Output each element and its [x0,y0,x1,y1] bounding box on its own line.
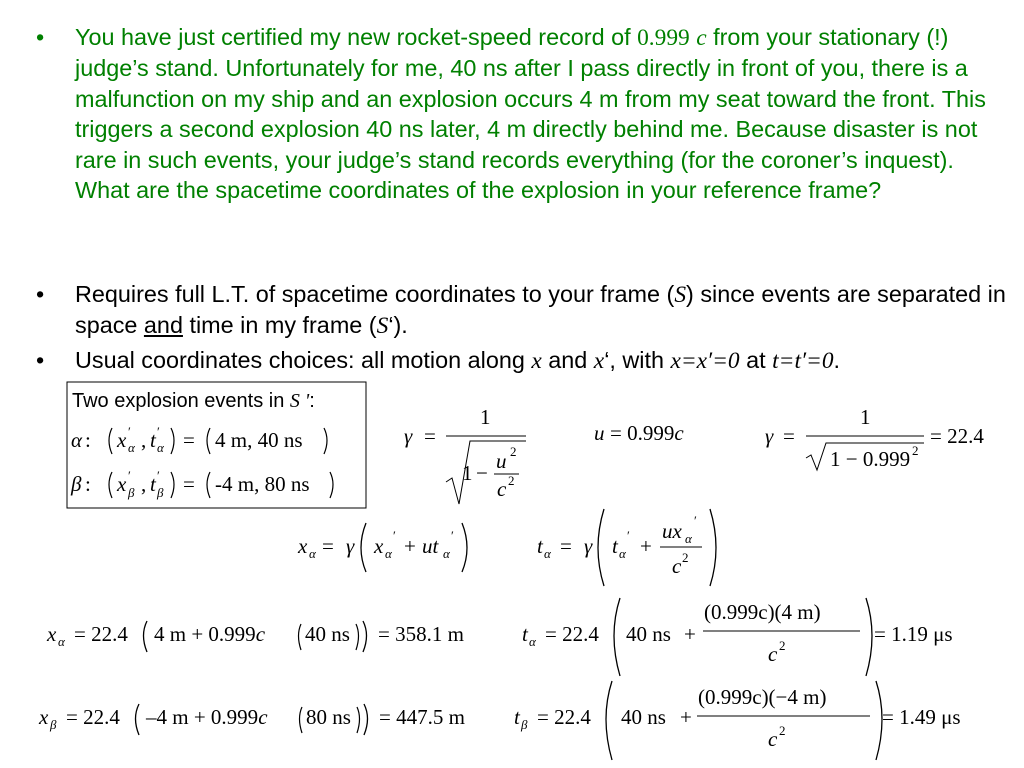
svg-text:= 447.5 m: = 447.5 m [379,705,465,729]
svg-text:1: 1 [860,405,871,429]
svg-text:2: 2 [510,444,517,459]
svg-text:t: t [150,472,156,496]
svg-text:β: β [128,485,135,500]
svg-text:′: ′ [393,528,396,543]
requirement-text: Requires full L.T. of spacetime coordinates to your frame (S) since events are separated in space and time in my frame (S‘). [75,281,1006,340]
svg-text:2: 2 [508,473,515,488]
t-alpha-result: 1.19 μs [891,622,953,646]
svg-text:α: α [529,634,536,649]
svg-text:= 22.4: = 22.4 [74,622,128,646]
events-box [67,382,366,508]
x-beta-result: 447.5 m [396,705,465,729]
svg-text:x: x [47,622,57,646]
svg-text:x: x [298,534,308,558]
svg-text:2: 2 [682,550,689,565]
svg-text:x: x [374,534,384,558]
svg-text:1: 1 [480,405,491,429]
svg-text:t: t [150,428,156,452]
svg-text:t: t [537,534,543,558]
t-alpha-calc [522,598,953,676]
svg-text:α: α [385,546,392,561]
x-beta-calc [38,704,465,735]
svg-text:= 358.1 m: = 358.1 m [378,622,464,646]
t-beta-calc [514,681,961,760]
svg-text::: : [85,428,91,452]
svg-text:α: α [58,634,65,649]
svg-text:t: t [514,705,520,729]
svg-text:40 ns: 40 ns [305,622,350,646]
svg-text:= 22.4: = 22.4 [66,705,120,729]
svg-text:′: ′ [128,424,131,439]
svg-text:′: ′ [694,513,697,528]
svg-text:c: c [497,477,507,501]
bullet-dot: • [36,281,45,307]
svg-text:β: β [50,717,57,732]
svg-text:β: β [71,472,82,496]
svg-text:–4 m + 0.999c: –4 m + 0.999c [146,705,268,729]
gamma-definition [404,405,526,504]
x-lorentz-transform [297,523,467,572]
svg-text:ut: ut [422,534,439,558]
svg-text::: : [85,472,91,496]
gamma-result: 22.4 [947,424,984,448]
svg-text:x: x [117,428,127,452]
svg-text:= 22.4: = 22.4 [930,424,984,448]
svg-text:β: β [157,485,164,500]
svg-text:ux: ux [662,519,682,543]
x-alpha-result: 358.1 m [395,622,464,646]
svg-text:2: 2 [779,638,786,653]
svg-text:γ: γ [584,534,593,558]
svg-text:x: x [39,705,49,729]
svg-text:1 − 0.999: 1 − 0.999 [830,447,911,471]
svg-text:c: c [768,727,778,751]
svg-text:(0.999c)(−4 m): (0.999c)(−4 m) [698,685,827,709]
svg-text:u: u [496,449,507,473]
svg-text:t: t [522,622,528,646]
svg-text:′: ′ [627,528,630,543]
svg-text:α: α [443,546,450,561]
svg-text:=: = [183,472,195,496]
problem-text: You have just certified my new rocket-speed record of 0.999 c from your stationary (!) judge’s stand. Unfortunately for me, 40 ns after I pass directly in front of you, there is a malfunction on my ship and an explosion occurs 4 m from my seat toward the front. This triggers a second explosion 40 ns later, 4 m directly behind me. Because disaster is not rare in such events, your judge’s stand records everything (for the coroner’s inquest). What are the spacetime coordinates of the explosion in your reference frame? [75,24,986,204]
svg-text:c: c [768,642,778,666]
speed-value: 0.999 [637,25,690,51]
svg-text:β: β [521,717,528,732]
svg-text:= 22.4: = 22.4 [537,705,591,729]
svg-text:= 1.49 μs: = 1.49 μs [882,705,961,729]
t-beta-result: 1.49 μs [899,705,961,729]
svg-text:′: ′ [128,468,131,483]
svg-text:c: c [672,554,682,578]
svg-text:′: ′ [157,424,160,439]
svg-text:40 ns: 40 ns [626,622,671,646]
event-alpha [71,424,327,455]
svg-text:,: , [141,472,147,496]
coordinate-text: Usual coordinates choices: all motion along x and x‘, with x=x′=0 at t=t′=0. [75,347,841,374]
events-box-title: Two explosion events in S ': [72,390,315,412]
svg-text:x: x [117,472,127,496]
svg-text:′: ′ [451,528,454,543]
svg-text:= 1.19 μs: = 1.19 μs [874,622,953,646]
svg-text:+: + [680,705,692,729]
svg-text:2: 2 [779,723,786,738]
gamma-value [765,405,984,471]
svg-text:−: − [476,461,488,485]
svg-text:40 ns: 40 ns [621,705,666,729]
svg-text:=: = [783,424,795,448]
svg-text:,: , [141,428,147,452]
svg-text:α: α [544,546,551,561]
svg-text:α: α [157,440,164,455]
svg-text:4 m + 0.999c: 4 m + 0.999c [154,622,266,646]
bullet-dot: • [36,24,45,50]
x-alpha-calc [46,621,464,652]
svg-text:γ: γ [404,424,413,448]
svg-text:80 ns: 80 ns [306,705,351,729]
svg-text:′: ′ [157,468,160,483]
velocity-value [594,421,684,445]
bullet-dot: • [36,347,45,373]
svg-text:=: = [183,428,195,452]
svg-text:= 22.4: = 22.4 [545,622,599,646]
svg-text:u: u [594,421,605,445]
svg-text:+: + [640,534,652,558]
svg-text:=: = [560,534,572,558]
svg-text:+: + [404,534,416,558]
svg-text:α: α [685,531,692,546]
svg-text:= 0.999c: = 0.999c [610,421,684,445]
svg-text:t: t [612,534,618,558]
svg-text:1: 1 [462,461,473,485]
beta-coordinates: -4 m, 80 ns [215,472,310,496]
svg-text:2: 2 [912,443,919,458]
t-lorentz-transform [537,509,716,586]
svg-text:α: α [128,440,135,455]
alpha-coordinates: 4 m, 40 ns [215,428,303,452]
svg-text:(0.999c)(4 m): (0.999c)(4 m) [704,600,821,624]
svg-text:α: α [71,428,83,452]
svg-text:+: + [684,622,696,646]
svg-text:γ: γ [765,424,774,448]
svg-text:α: α [619,546,626,561]
svg-text:=: = [322,534,334,558]
svg-text:α: α [309,546,316,561]
svg-text:=: = [424,424,436,448]
svg-text:γ: γ [346,534,355,558]
event-beta [70,468,333,500]
